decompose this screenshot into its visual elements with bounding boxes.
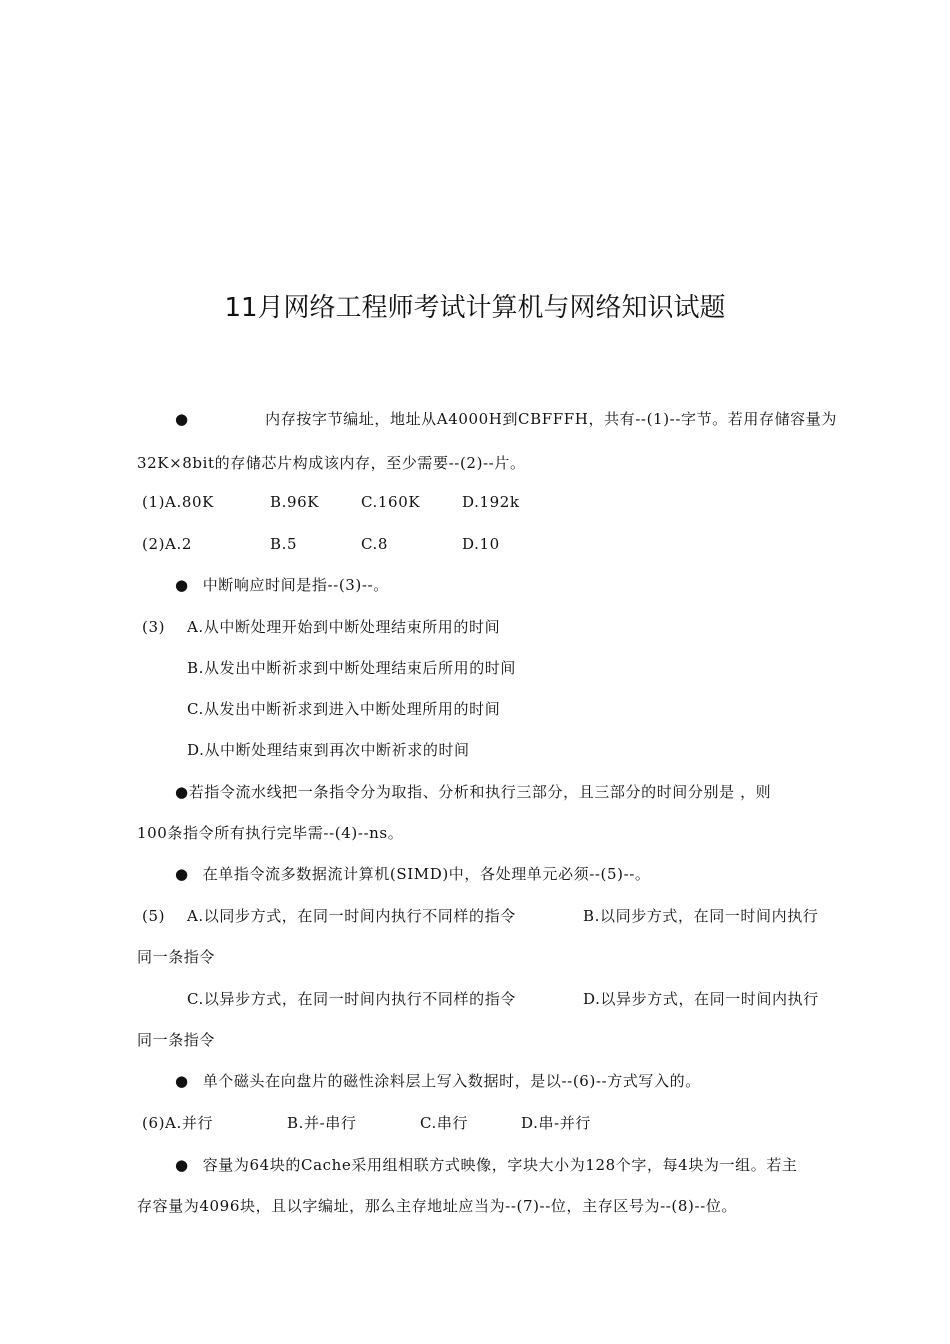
q5-option-c: C.以异步方式，在同一时间内执行不同样的指令 <box>187 990 516 1008</box>
q5-option-a: A.以同步方式，在同一时间内执行不同样的指令 <box>187 907 516 925</box>
bullet-icon: ● <box>175 576 189 594</box>
q2-option-b: B.5 <box>270 535 298 553</box>
q6-stem <box>175 1070 837 1092</box>
bullet-icon: ● <box>175 410 189 428</box>
q4-stem-line2: 100条指令所有执行完毕需--(4)--ns。 <box>137 824 404 842</box>
q5-option-d-cont: 同一条指令 <box>137 1031 216 1049</box>
q3-text: 中断响应时间是指--(3)--。 <box>202 576 389 594</box>
bullet-icon: ● <box>175 783 189 801</box>
q1-text: 内存按字节编址，地址从A4000H到CBFFFH，共有--(1)--字节。若用存储容量为 <box>265 410 837 428</box>
q3-option-b: B.从发出中断祈求到中断处理结束后所用的时间 <box>187 659 516 677</box>
q2-option-a: (2)A.2 <box>142 535 192 553</box>
bullet-icon: ● <box>175 865 189 883</box>
q5-option-b-cont: 同一条指令 <box>137 948 216 966</box>
q3-option-a: A.从中断处理开始到中断处理结束所用的时间 <box>187 618 501 636</box>
q3-option-d: D.从中断处理结束到再次中断祈求的时间 <box>187 741 470 759</box>
q6-text: 单个磁头在向盘片的磁性涂料层上写入数据时，是以--(6)--方式写入的。 <box>202 1072 701 1090</box>
q4-text: 若指令流水线把一条指令分为取指、分析和执行三部分，且三部分的时间分别是 ，则 <box>188 783 772 801</box>
q1-stem-line2: 32K×8bit的存储芯片构成该内存，至少需要--(2)--片。 <box>137 454 526 472</box>
q3-stem <box>175 574 837 596</box>
q6-option-d: D.串-并行 <box>521 1114 591 1132</box>
q1-option-b: B.96K <box>270 493 320 511</box>
q1-stem-line1 <box>175 408 837 430</box>
q3-label: (3) <box>142 618 166 636</box>
q5-option-b: B.以同步方式，在同一时间内执行 <box>583 907 819 925</box>
q5-text: 在单指令流多数据流计算机(SIMD)中，各处理单元必须--(5)--。 <box>202 865 651 883</box>
q7-stem-line2: 存容量为4096块，且以字编址，那么主存地址应当为--(7)--位，主存区号为--(8)--位。 <box>137 1197 738 1215</box>
q2-option-d: D.10 <box>462 535 500 553</box>
q7-text: 容量为64块的Cache采用组相联方式映像，字块大小为128个字，每4块为一组。若主 <box>202 1156 798 1174</box>
q6-option-c: C.串行 <box>420 1114 469 1132</box>
q6-option-b: B.并-串行 <box>287 1114 357 1132</box>
q3-option-c: C.从发出中断祈求到进入中断处理所用的时间 <box>187 700 501 718</box>
bullet-icon: ● <box>175 1156 189 1174</box>
q7-stem-line1 <box>175 1154 837 1176</box>
q4-stem-line1 <box>175 781 837 803</box>
q1-option-c: C.160K <box>361 493 421 511</box>
q5-label: (5) <box>142 907 166 925</box>
q5-stem <box>175 863 837 885</box>
q2-option-c: C.8 <box>361 535 389 553</box>
q5-option-d: D.以异步方式，在同一时间内执行 <box>583 990 819 1008</box>
bullet-icon: ● <box>175 1072 189 1090</box>
q1-option-a: (1)A.80K <box>142 493 214 511</box>
page-title: 11月网络工程师考试计算机与网络知识试题 <box>224 293 726 323</box>
q6-option-a: (6)A.并行 <box>142 1114 214 1132</box>
q1-option-d: D.192k <box>462 493 520 511</box>
